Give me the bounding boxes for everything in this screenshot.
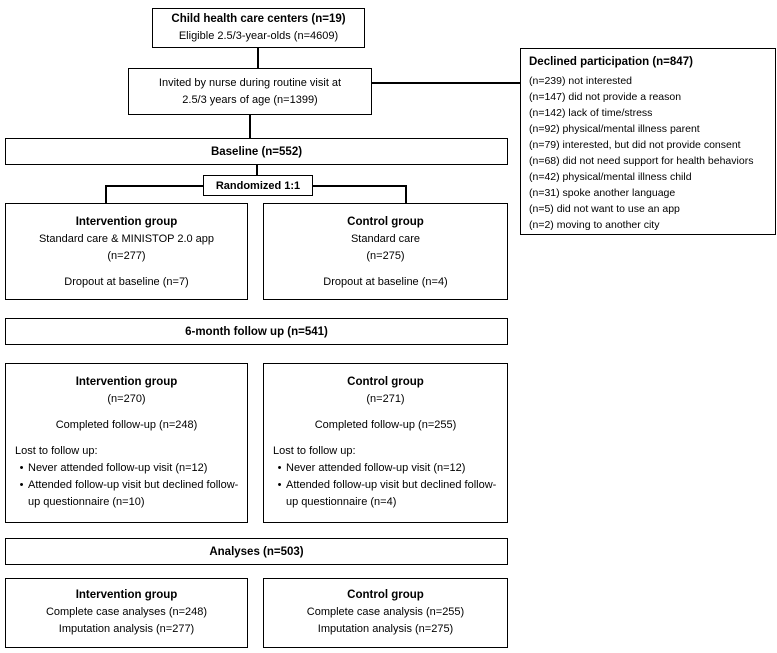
intervention-followup-completed: Completed follow-up (n=248) bbox=[55, 419, 198, 431]
intervention-analyses-line1: Complete case analyses (n=248) bbox=[45, 606, 208, 618]
intervention-lost-bullet bbox=[15, 460, 241, 477]
bullet-icon: • bbox=[19, 462, 24, 474]
control-analyses-line1: Complete case analysis (n=255) bbox=[306, 606, 465, 618]
connector-invited-baseline bbox=[249, 115, 251, 138]
analyses-label: Analyses (n=503) bbox=[209, 545, 304, 558]
control-lost-bullet bbox=[273, 477, 501, 511]
control-baseline-box bbox=[263, 203, 508, 300]
randomized-label: Randomized 1:1 bbox=[215, 179, 301, 192]
intervention-baseline-line2: (n=277) bbox=[107, 250, 146, 262]
declined-item: (n=5) did not want to use an app bbox=[529, 203, 680, 215]
declined-item: (n=92) physical/mental illness parent bbox=[529, 123, 700, 135]
control-baseline-line2: (n=275) bbox=[366, 250, 405, 262]
control-baseline-line1: Standard care bbox=[350, 233, 421, 245]
declined-box bbox=[520, 48, 776, 235]
intervention-analyses-title: Intervention group bbox=[75, 589, 178, 601]
intervention-followup-box bbox=[5, 363, 248, 523]
declined-title: Declined participation (n=847) bbox=[529, 56, 693, 68]
intervention-lost-bullet-text: Attended follow-up visit but declined follow-up questionnaire (n=10) bbox=[28, 479, 239, 508]
declined-item: (n=239) not interested bbox=[529, 75, 633, 87]
control-baseline-dropout: Dropout at baseline (n=4) bbox=[323, 276, 448, 288]
intervention-lost-bullet-text: Never attended follow-up visit (n=12) bbox=[28, 462, 208, 474]
intervention-lost-title: Lost to follow up: bbox=[15, 445, 98, 457]
intervention-followup-n: (n=270) bbox=[107, 393, 146, 405]
declined-item: (n=79) interested, but did not provide consent bbox=[529, 139, 741, 151]
invited-box bbox=[128, 68, 372, 115]
invited-line1: Invited by nurse during routine visit at bbox=[158, 76, 342, 89]
bullet-icon: • bbox=[277, 479, 282, 491]
declined-item: (n=42) physical/mental illness child bbox=[529, 171, 692, 183]
baseline-box bbox=[5, 138, 508, 165]
control-followup-title: Control group bbox=[347, 376, 424, 388]
declined-item: (n=142) lack of time/stress bbox=[529, 107, 653, 119]
declined-item: (n=31) spoke another language bbox=[529, 187, 676, 199]
control-analyses-line2: Imputation analysis (n=275) bbox=[317, 623, 454, 635]
intervention-analyses-line2: Imputation analysis (n=277) bbox=[58, 623, 195, 635]
intervention-baseline-line1: Standard care & MINISTOP 2.0 app bbox=[38, 233, 215, 245]
control-followup-box bbox=[263, 363, 508, 523]
control-lost-bullet-text: Never attended follow-up visit (n=12) bbox=[286, 462, 466, 474]
control-lost-bullet bbox=[273, 460, 501, 477]
eligible-title: Child health care centers (n=19) bbox=[171, 13, 346, 25]
eligible-box bbox=[152, 8, 365, 48]
invited-line2: 2.5/3 years of age (n=1399) bbox=[182, 93, 318, 106]
intervention-baseline-title: Intervention group bbox=[75, 216, 178, 228]
randomized-box bbox=[203, 175, 313, 196]
control-followup-n: (n=271) bbox=[366, 393, 405, 405]
eligible-subtitle: Eligible 2.5/3-year-olds (n=4609) bbox=[178, 30, 339, 42]
control-lost-title: Lost to follow up: bbox=[273, 445, 356, 457]
declined-item: (n=2) moving to another city bbox=[529, 219, 660, 231]
intervention-lost-bullet bbox=[15, 477, 241, 511]
bullet-icon: • bbox=[277, 462, 282, 474]
connector-invited-declined bbox=[372, 82, 520, 84]
intervention-followup-title: Intervention group bbox=[75, 376, 178, 388]
connector-branch-intervention bbox=[105, 185, 107, 203]
connector-branch-control bbox=[405, 185, 407, 203]
followup-box bbox=[5, 318, 508, 345]
control-followup-completed: Completed follow-up (n=255) bbox=[314, 419, 457, 431]
control-lost-bullet-text: Attended follow-up visit but declined follow-up questionnaire (n=4) bbox=[286, 479, 497, 508]
control-analyses-title: Control group bbox=[347, 589, 424, 601]
control-baseline-title: Control group bbox=[347, 216, 424, 228]
baseline-label: Baseline (n=552) bbox=[210, 145, 303, 158]
analyses-box bbox=[5, 538, 508, 565]
intervention-analyses-box bbox=[5, 578, 248, 648]
declined-item: (n=68) did not need support for health behaviors bbox=[529, 155, 754, 167]
intervention-baseline-box bbox=[5, 203, 248, 300]
connector-eligible-invited bbox=[257, 48, 259, 68]
control-analyses-box bbox=[263, 578, 508, 648]
followup-label: 6-month follow up (n=541) bbox=[185, 325, 328, 338]
declined-item: (n=147) did not provide a reason bbox=[529, 91, 682, 103]
bullet-icon: • bbox=[19, 479, 24, 491]
intervention-baseline-dropout: Dropout at baseline (n=7) bbox=[64, 276, 189, 288]
